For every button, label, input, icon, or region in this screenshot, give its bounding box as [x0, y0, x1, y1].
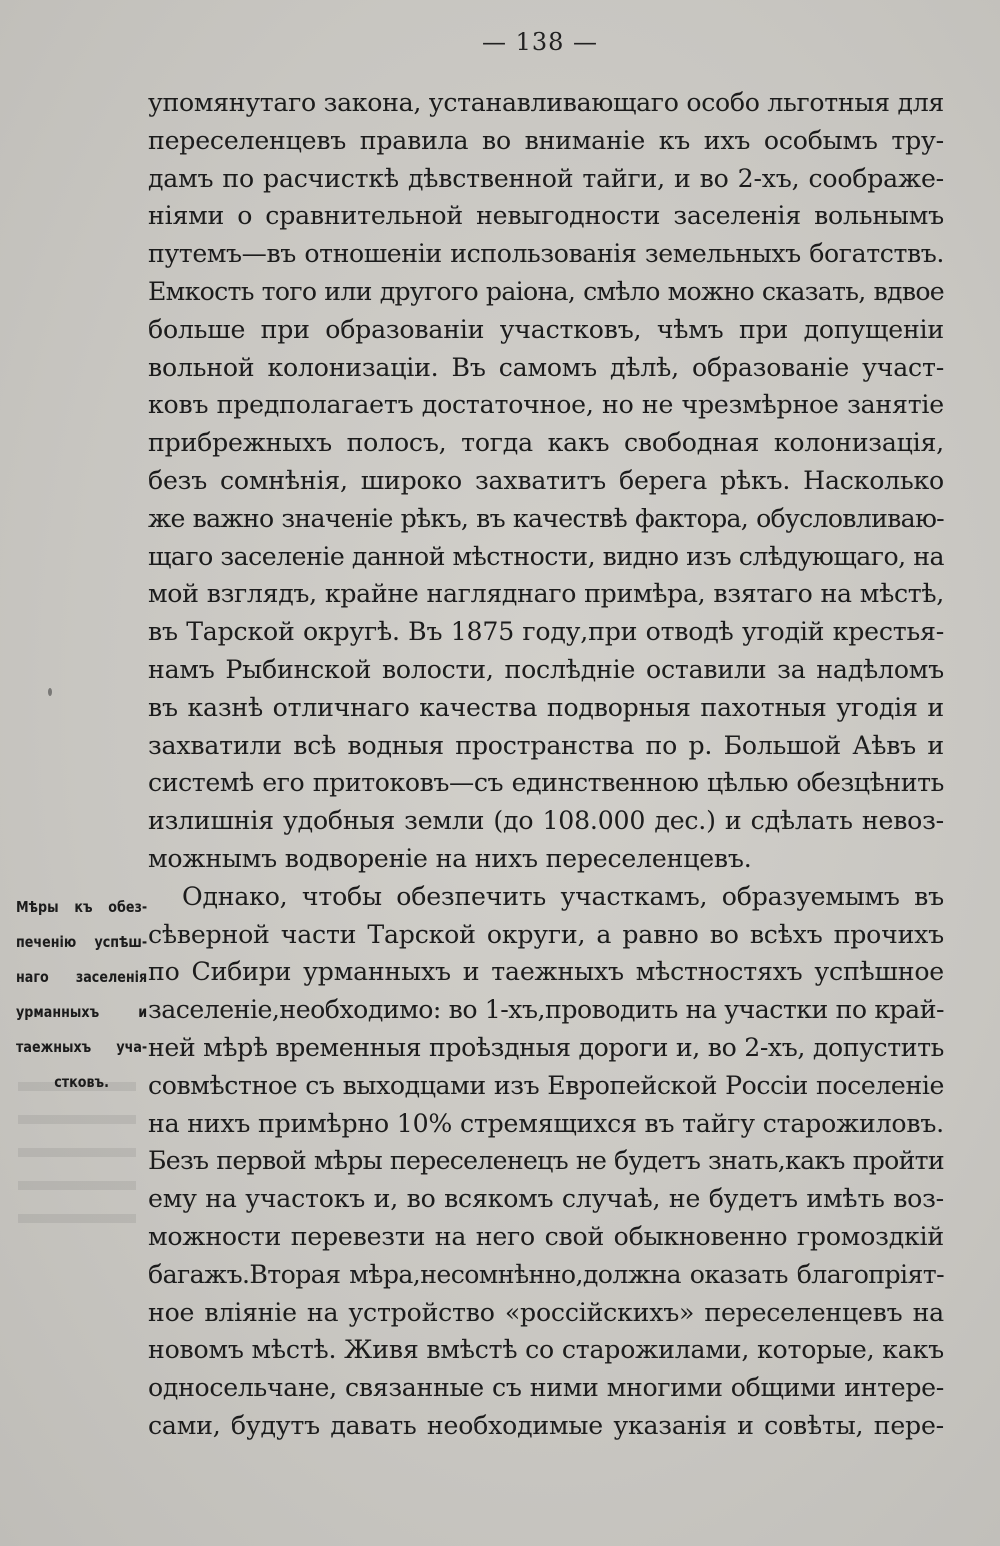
- text-line: заселеніе,необходимо: во 1-хъ,проводить на участки по край-: [148, 995, 944, 1025]
- text-line: на нихъ примѣрно 10% стремящихся въ тайгу старожиловъ.: [148, 1108, 944, 1138]
- text-line: сѣверной части Тарской округи, а равно во всѣхъ прочихъ: [148, 919, 944, 949]
- margin-note: [16, 890, 148, 1100]
- text-line: можнымъ водвореніе на нихъ переселенцевъ.: [148, 843, 752, 873]
- margin-note-line: таежныхъ уча-: [16, 1038, 148, 1056]
- bleed-through-text: [18, 1082, 136, 1232]
- text-line: въ Тарской округѣ. Въ 1875 году,при отводѣ угодій крестья-: [148, 617, 944, 647]
- text-line: безъ сомнѣнія, широко захватитъ берега рѣкъ. Насколько: [148, 465, 944, 495]
- text-line: ему на участокъ и, во всякомъ случаѣ, не будетъ имѣть воз-: [148, 1184, 944, 1214]
- margin-note-line: стковъ.: [54, 1073, 109, 1091]
- text-line: прибрежныхъ полосъ, тогда какъ свободная колонизація,: [148, 428, 944, 458]
- text-line: ковъ предполагаетъ достаточное, но не чрезмѣрное занятіе: [148, 390, 944, 420]
- text-line: больше при образованіи участковъ, чѣмъ при допущеніи: [148, 314, 944, 344]
- text-line: въ казнѣ отличнаго качества подворныя пахотныя угодія и: [148, 692, 944, 722]
- text-line: совмѣстное съ выходцами изъ Европейской Россіи поселеніе: [148, 1070, 944, 1100]
- text-line: упомянутаго закона, устанавливающаго особо льготныя для: [148, 88, 944, 117]
- margin-note-line: печенію успѣш-: [16, 933, 148, 951]
- text-line: односельчане, связанные съ ними многими общими интере-: [148, 1373, 944, 1403]
- margin-note-line: Мѣры къ обез-: [16, 898, 148, 916]
- text-line: намъ Рыбинской волости, послѣдніе оставили за надѣломъ: [148, 654, 944, 684]
- text-line: же важно значеніе рѣкъ, въ качествѣ фактора, обусловливаю-: [148, 503, 944, 533]
- text-line: щаго заселеніе данной мѣстности, видно изъ слѣдующаго, на: [148, 541, 944, 571]
- text-line: системѣ его притоковъ—съ единственною цѣлью обезцѣнить: [148, 768, 944, 798]
- text-line: вольной колонизаціи. Въ самомъ дѣлѣ, образованіе участ-: [148, 352, 944, 382]
- text-line: Емкость того или другого раіона, смѣло можно сказать, вдвое: [148, 276, 944, 306]
- text-line: можности перевезти на него свой обыкновенно громоздкій: [148, 1221, 944, 1251]
- text-line: путемъ—въ отношеніи использованія земельныхъ богатствъ.: [148, 239, 944, 269]
- text-line: ніями о сравнительной невыгодности заселенія вольнымъ: [148, 201, 944, 231]
- text-line: ное вліяніе на устройство «россійскихъ» переселенцевъ на: [148, 1297, 944, 1327]
- margin-note-line: урманныхъ и: [16, 1003, 148, 1021]
- text-line: мой взглядъ, крайне нагляднаго примѣра, взятаго на мѣстѣ,: [148, 579, 944, 609]
- text-line: дамъ по расчисткѣ дѣвственной тайги, и во 2-хъ, соображе-: [148, 163, 944, 193]
- text-line: Безъ первой мѣры переселенецъ не будетъ знать,какъ пройти: [148, 1146, 944, 1176]
- text-line: ней мѣрѣ временныя проѣздныя дороги и, во 2-хъ, допустить: [148, 1032, 944, 1062]
- page-number: — 138 —: [481, 28, 599, 56]
- text-line: новомъ мѣстѣ. Живя вмѣстѣ со старожилами, которые, какъ: [148, 1335, 944, 1365]
- body-text: [148, 84, 944, 1445]
- text-line: сами, будутъ давать необходимые указанія и совѣты, пере-: [148, 1410, 944, 1440]
- margin-note-line: наго заселенія: [16, 968, 148, 986]
- text-line: переселенцевъ правила во вниманіе къ ихъ особымъ тру-: [148, 125, 944, 155]
- text-line: излишнія удобныя земли (до 108.000 дес.) и сдѣлать невоз-: [148, 806, 944, 836]
- text-line: по Сибири урманныхъ и таежныхъ мѣстностяхъ успѣшное: [148, 957, 944, 987]
- ink-speck: [48, 688, 52, 696]
- text-line: Однако, чтобы обезпечить участкамъ, образуемымъ въ: [182, 881, 944, 911]
- text-line: багажъ.Вторая мѣра,несомнѣнно,должна оказать благопріят-: [148, 1259, 944, 1289]
- text-line: захватили всѣ водныя пространства по р. Большой Аѣвъ и: [148, 730, 944, 760]
